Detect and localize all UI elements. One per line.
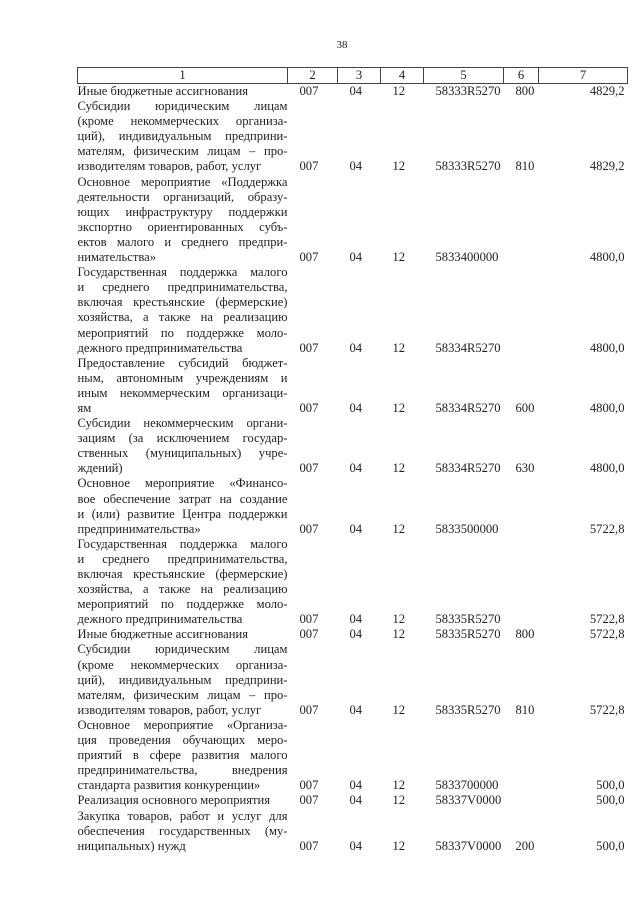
row-description <box>78 416 288 476</box>
description-line: хозяйства, а также на реализацию <box>77 582 288 597</box>
subsection-code: 12 <box>392 159 406 174</box>
target-article-code: 58333R5270 <box>435 84 501 98</box>
row-description <box>78 476 288 536</box>
subsection-code: 12 <box>392 627 406 642</box>
amount: 4800,0 <box>589 400 625 415</box>
expense-type-code: 200 <box>515 838 535 853</box>
table-row <box>78 627 628 642</box>
amount: 4829,2 <box>589 159 625 174</box>
page-number: 38 <box>336 39 348 51</box>
target-article-code: 58335R5270 <box>435 702 501 717</box>
description-line: нимательства» <box>77 250 157 265</box>
target-article-code: 58334R5270 <box>435 400 501 415</box>
description-line: ям <box>77 400 92 415</box>
amount: 4800,0 <box>589 340 625 355</box>
description-line: Основное мероприятие «Поддержка <box>77 174 288 189</box>
description-line: вое обеспечение затрат на создание <box>77 491 288 506</box>
description-line: Государственная поддержка малого <box>77 536 288 551</box>
table-row <box>78 416 628 476</box>
expense-type-code: 800 <box>515 627 535 642</box>
ministry-code: 007 <box>299 793 319 808</box>
table-row <box>78 84 628 100</box>
target-article-code: 5833500000 <box>435 521 499 536</box>
description-line: Иные бюджетные ассигнования <box>77 627 249 642</box>
expense-type-code <box>504 476 539 536</box>
description-line: приятий в сфере развития малого <box>77 748 288 763</box>
amount: 4800,0 <box>589 461 625 476</box>
section-code: 04 <box>349 250 363 265</box>
table-row <box>78 793 628 808</box>
description-line: ций), индивидуальным предприни- <box>77 672 288 687</box>
target-article-code: 58333R5270 <box>435 159 501 174</box>
expense-type-code: 630 <box>515 461 535 476</box>
amount: 5722,8 <box>589 702 625 717</box>
description-line: Закупка товаров, работ и услуг для <box>77 808 288 823</box>
ministry-code: 007 <box>299 627 319 642</box>
description-line: и (или) развитие Центра поддержки <box>77 506 288 521</box>
col-header: 7 <box>539 68 628 84</box>
col-header: 6 <box>504 68 539 84</box>
description-line: мероприятий по поддержке моло- <box>77 597 288 612</box>
description-line: мероприятий по поддержке моло- <box>77 325 288 340</box>
section-code: 04 <box>349 838 363 853</box>
expense-type-code: 800 <box>515 84 535 98</box>
row-description <box>78 627 288 642</box>
section-code: 04 <box>349 521 363 536</box>
header-row <box>78 68 628 84</box>
ministry-code: 007 <box>299 84 319 98</box>
description-line: Основное мероприятие «Организа- <box>77 717 288 732</box>
ministry-code: 007 <box>299 250 319 265</box>
section-code: 04 <box>349 461 363 476</box>
ministry-code: 007 <box>299 778 319 793</box>
target-article-code: 58337V0000 <box>435 793 502 808</box>
row-description <box>78 809 288 854</box>
description-line: дежного предпринимательства <box>77 340 243 355</box>
ministry-code: 007 <box>299 521 319 536</box>
row-description <box>78 642 288 717</box>
subsection-code: 12 <box>392 400 406 415</box>
description-line: ций), индивидуальным предприни- <box>77 129 288 144</box>
description-line: включая крестьянские (фермерские) <box>77 295 288 310</box>
section-code: 04 <box>349 84 363 98</box>
description-line: стандарта развития конкуренции» <box>77 778 261 793</box>
subsection-code: 12 <box>392 778 406 793</box>
description-line: ным, автономным учреждениям и <box>77 370 288 385</box>
section-code: 04 <box>349 612 363 627</box>
expense-type-code: 810 <box>515 702 535 717</box>
description-line: включая крестьянские (фермерские) <box>77 567 288 581</box>
description-line: (кроме некоммерческих организа- <box>77 114 288 129</box>
ministry-code: 007 <box>299 400 319 415</box>
description-line: изводителям товаров, работ, услуг <box>77 159 262 174</box>
description-line: ждений) <box>77 461 123 476</box>
description-line: и среднего предпринимательства, <box>77 551 288 566</box>
row-description <box>78 793 288 808</box>
expense-type-code <box>504 175 539 266</box>
amount: 4800,0 <box>589 250 625 265</box>
col-header: 5 <box>424 68 504 84</box>
target-article-code: 5833700000 <box>435 778 499 793</box>
budget-table <box>77 67 628 854</box>
subsection-code: 12 <box>392 838 406 853</box>
description-line: ция проведения обучающих меро- <box>77 733 288 748</box>
row-description <box>78 265 288 356</box>
col-header: 4 <box>381 68 424 84</box>
description-line: мателям, физическим лицам – про- <box>77 687 288 702</box>
section-code: 04 <box>349 778 363 793</box>
description-line: обеспечения государственных (му- <box>77 823 288 838</box>
expense-type-code <box>504 793 539 808</box>
col-header: 2 <box>288 68 338 84</box>
description-line: мателям, физическим лицам – про- <box>77 144 288 159</box>
table-row <box>78 642 628 717</box>
table-row <box>78 175 628 266</box>
section-code: 04 <box>349 340 363 355</box>
row-description <box>78 356 288 416</box>
target-article-code: 5833400000 <box>435 250 499 265</box>
amount: 500,0 <box>596 778 625 793</box>
description-line: Иные бюджетные ассигнования <box>77 84 249 98</box>
expense-type-code <box>504 537 539 628</box>
table-row <box>78 809 628 854</box>
amount: 500,0 <box>596 838 625 853</box>
description-line: Основное мероприятие «Финансо- <box>77 476 288 491</box>
section-code: 04 <box>349 702 363 717</box>
row-description <box>78 537 288 628</box>
table-row <box>78 265 628 356</box>
expense-type-code <box>504 265 539 356</box>
subsection-code: 12 <box>392 793 406 808</box>
ministry-code: 007 <box>299 340 319 355</box>
amount: 5722,8 <box>589 627 625 642</box>
description-line: предпринимательства» <box>77 521 201 536</box>
description-line: ственных (муниципальных) учре- <box>77 446 288 461</box>
section-code: 04 <box>349 793 363 808</box>
amount: 5722,8 <box>589 612 625 627</box>
section-code: 04 <box>349 159 363 174</box>
amount: 4829,2 <box>589 84 625 98</box>
subsection-code: 12 <box>392 521 406 536</box>
row-description <box>78 718 288 793</box>
description-line: предпринимательства, внедрения <box>77 763 288 778</box>
target-article-code: 58335R5270 <box>435 612 501 627</box>
table-row <box>78 718 628 793</box>
subsection-code: 12 <box>392 250 406 265</box>
table-row <box>78 537 628 628</box>
description-line: Государственная поддержка малого <box>77 265 288 280</box>
subsection-code: 12 <box>392 461 406 476</box>
subsection-code: 12 <box>392 702 406 717</box>
target-article-code: 58334R5270 <box>435 340 501 355</box>
ministry-code: 007 <box>299 461 319 476</box>
description-line: экспортно ориентированных субъ- <box>77 219 288 234</box>
target-article-code: 58334R5270 <box>435 461 501 476</box>
description-line: Предоставление субсидий бюджет- <box>77 355 288 370</box>
ministry-code: 007 <box>299 838 319 853</box>
description-line: Субсидии юридическим лицам <box>77 642 288 657</box>
ministry-code: 007 <box>299 702 319 717</box>
description-line: изводителям товаров, работ, услуг <box>77 702 262 717</box>
row-description <box>78 175 288 266</box>
amount: 500,0 <box>596 793 625 808</box>
description-line: ющих инфраструктуру поддержки <box>77 204 288 219</box>
col-header: 1 <box>78 68 288 84</box>
description-line: Субсидии юридическим лицам <box>77 99 288 114</box>
ministry-code: 007 <box>299 159 319 174</box>
description-line: Реализация основного мероприятия <box>77 793 271 808</box>
description-line: Субсидии некоммерческим органи- <box>77 416 288 431</box>
expense-type-code <box>504 718 539 793</box>
subsection-code: 12 <box>392 340 406 355</box>
target-article-code: 58337V0000 <box>435 838 502 853</box>
table-row <box>78 476 628 536</box>
table-row <box>78 99 628 174</box>
col-header: 3 <box>338 68 381 84</box>
ministry-code: 007 <box>299 612 319 627</box>
description-line: и среднего предпринимательства, <box>77 280 288 295</box>
description-line: ектов малого и среднего предпри- <box>77 234 288 249</box>
section-code: 04 <box>349 400 363 415</box>
expense-type-code: 810 <box>515 159 535 174</box>
description-line: зациям (за исключением государ- <box>77 431 288 446</box>
subsection-code: 12 <box>392 84 406 98</box>
description-line: хозяйства, а также на реализацию <box>77 310 288 325</box>
description-line: ниципальных) нужд <box>77 838 186 853</box>
description-line: дежного предпринимательства <box>77 612 243 627</box>
expense-type-code: 600 <box>515 400 535 415</box>
target-article-code: 58335R5270 <box>435 627 501 642</box>
row-description <box>78 84 288 100</box>
description-line: деятельности организаций, образу- <box>77 189 288 204</box>
description-line: иным некоммерческим организаци- <box>77 385 288 400</box>
description-line: (кроме некоммерческих организа- <box>77 657 288 672</box>
section-code: 04 <box>349 627 363 642</box>
subsection-code: 12 <box>392 612 406 627</box>
amount: 5722,8 <box>589 521 625 536</box>
table-row <box>78 356 628 416</box>
row-description <box>78 99 288 174</box>
